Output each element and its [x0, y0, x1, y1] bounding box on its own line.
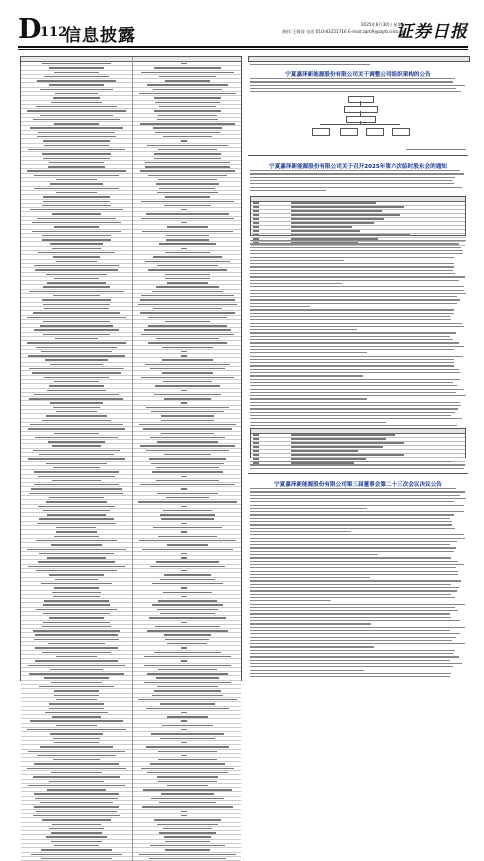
text-line: [250, 382, 453, 383]
text-line: [250, 375, 363, 376]
text-line: [250, 600, 331, 601]
text-line: [250, 630, 450, 631]
text-line: [250, 633, 460, 634]
text-line: [250, 349, 454, 350]
org-node-dept: [392, 128, 410, 136]
divider: [248, 155, 468, 156]
text-line: [250, 554, 378, 555]
column-divider: [132, 57, 133, 861]
text-line: [250, 250, 463, 251]
text-line: [250, 620, 460, 621]
text-line: [250, 299, 460, 300]
text-line: [250, 495, 460, 496]
text-line: [250, 564, 464, 565]
text-line: [250, 177, 455, 178]
text-line: [250, 170, 460, 171]
text-line: [250, 584, 451, 585]
text-line: [250, 303, 457, 304]
text-line: [250, 412, 455, 413]
text-line: [250, 286, 464, 287]
text-line: [250, 415, 451, 416]
text-line: [250, 180, 452, 181]
text-line: [250, 270, 453, 271]
text-line: [250, 571, 458, 572]
text-line: [250, 623, 371, 624]
text-line: [250, 266, 454, 267]
text-line: [250, 257, 454, 258]
text-line: [250, 395, 466, 396]
text-line: [250, 418, 462, 419]
text-line: [250, 369, 459, 370]
text-line: [250, 577, 370, 578]
text-line: [250, 85, 465, 86]
text-line: [250, 508, 367, 509]
text-line: [250, 604, 465, 605]
text-line: [250, 280, 459, 281]
text-line: [250, 590, 457, 591]
text-line: [250, 385, 457, 386]
text-line: [250, 283, 342, 284]
signature-board: [406, 149, 466, 150]
text-line: [250, 538, 465, 539]
text-line: [250, 627, 465, 628]
text-line: [250, 528, 455, 529]
notice-title-shareholder-meeting: 宁夏嘉泽新能源股份有限公司关于召开2025年第六次临时股东会的通知: [269, 164, 447, 170]
text-line: [250, 511, 464, 512]
text-line: [250, 332, 456, 333]
text-line: [250, 468, 464, 469]
text-line: [250, 594, 451, 595]
header-strip: [248, 56, 470, 62]
comparison-table: [21, 57, 241, 861]
page-letter: D: [18, 14, 42, 45]
divider: [248, 473, 468, 474]
text-line: [250, 567, 456, 568]
text-line: [250, 263, 454, 264]
text-line: [250, 372, 460, 373]
text-line: [250, 650, 455, 651]
text-line: [250, 342, 459, 343]
text-line: [250, 488, 456, 489]
org-edge: [320, 124, 400, 125]
text-line: [250, 319, 451, 320]
text-line: [250, 346, 464, 347]
org-edge: [360, 121, 361, 124]
text-line: [250, 356, 463, 357]
text-line: [250, 240, 466, 241]
text-line: [250, 359, 454, 360]
org-node-dept: [312, 128, 330, 136]
text-line: [250, 597, 455, 598]
text-line: [250, 521, 452, 522]
text-line: [250, 637, 456, 638]
text-line: [250, 505, 464, 506]
text-line: [250, 607, 455, 608]
text-line: [250, 398, 367, 399]
notice-title-board-resolution: 宁夏嘉泽新能源股份有限公司第三届董事会第二十三次会议决议公告: [274, 482, 442, 488]
org-chart: [310, 96, 410, 142]
newspaper-logo: 证券日报: [396, 22, 468, 42]
text-line: [250, 296, 457, 297]
text-line: [250, 190, 326, 191]
text-line: [250, 587, 459, 588]
text-line: [250, 514, 454, 515]
date-line: 2025年6月30日 星期二: [360, 22, 406, 27]
text-line: [250, 425, 457, 426]
text-line: [250, 551, 454, 552]
text-line: [250, 392, 456, 393]
text-line: [250, 643, 465, 644]
text-line: [250, 464, 465, 465]
text-line: [250, 352, 367, 353]
notice-title-org-structure: 宁夏嘉泽新能源股份有限公司关于调整公司组织架构的公告: [285, 72, 431, 78]
text-line: [250, 660, 450, 661]
text-line: [250, 544, 450, 545]
org-node-mid2: [346, 116, 376, 123]
masthead: [18, 16, 468, 44]
text-line: [250, 501, 454, 502]
org-node-dept: [340, 128, 358, 136]
text-line: [250, 491, 465, 492]
text-line: [250, 339, 453, 340]
text-line: [250, 673, 451, 674]
text-line: [250, 422, 386, 423]
text-line: [250, 253, 463, 254]
voting-table: [250, 428, 466, 458]
text-line: [250, 91, 461, 92]
text-line: [250, 670, 364, 671]
text-line: [250, 666, 453, 667]
text-line: [250, 365, 454, 366]
text-line: [250, 336, 450, 337]
text-line: [250, 557, 451, 558]
notice-column: [248, 56, 468, 681]
text-line: [250, 243, 459, 244]
text-line: [250, 663, 462, 664]
text-line: [250, 541, 457, 542]
text-line: [250, 313, 454, 314]
comparison-table-column: [20, 56, 242, 681]
text-line: [250, 676, 450, 677]
text-line: [250, 379, 460, 380]
text-line: [250, 389, 464, 390]
org-node-mid: [344, 106, 378, 113]
org-node-top: [348, 96, 374, 103]
text-line: [250, 561, 458, 562]
text-line: [250, 329, 357, 330]
text-line: [250, 316, 450, 317]
text-line: [250, 88, 456, 89]
table-row: [21, 857, 241, 861]
proposal-table: [250, 196, 466, 236]
text-line: [250, 309, 454, 310]
text-line: [250, 78, 455, 79]
text-line: [250, 656, 459, 657]
text-line: [250, 531, 351, 532]
text-line: [250, 574, 458, 575]
org-node-dept: [366, 128, 384, 136]
section-title: 信息披露: [64, 26, 136, 46]
text-line: [250, 610, 458, 611]
stock-code-line: [250, 64, 370, 65]
text-line: [250, 187, 462, 188]
text-line: [250, 498, 466, 499]
text-line: [250, 273, 455, 274]
text-line: [250, 276, 465, 277]
text-line: [250, 653, 453, 654]
text-line: [250, 613, 450, 614]
text-line: [250, 306, 310, 307]
masthead-rule: [18, 46, 468, 48]
text-line: [250, 247, 461, 248]
text-line: [250, 323, 462, 324]
text-line: [250, 524, 452, 525]
text-line: [250, 260, 344, 261]
editor-line: 制作:王敬涛 电话:010-83251716 E-mail:zqrb9@zqrb.sina.net: [282, 29, 406, 34]
text-line: [250, 293, 466, 294]
text-line: [250, 547, 456, 548]
text-line: [250, 408, 458, 409]
text-line: [250, 646, 374, 647]
text-line: [250, 405, 461, 406]
masthead-rule-thin: [18, 49, 468, 50]
text-line: [250, 580, 461, 581]
text-line: [250, 518, 450, 519]
text-line: [250, 402, 460, 403]
text-line: [250, 362, 454, 363]
text-line: [250, 617, 451, 618]
text-line: [250, 81, 453, 82]
text-line: [250, 326, 464, 327]
text-line: [250, 640, 452, 641]
text-line: [250, 461, 452, 462]
text-line: [250, 534, 464, 535]
text-line: [250, 183, 454, 184]
page-number: 112: [40, 25, 68, 40]
text-line: [250, 290, 464, 291]
text-line: [250, 173, 464, 174]
